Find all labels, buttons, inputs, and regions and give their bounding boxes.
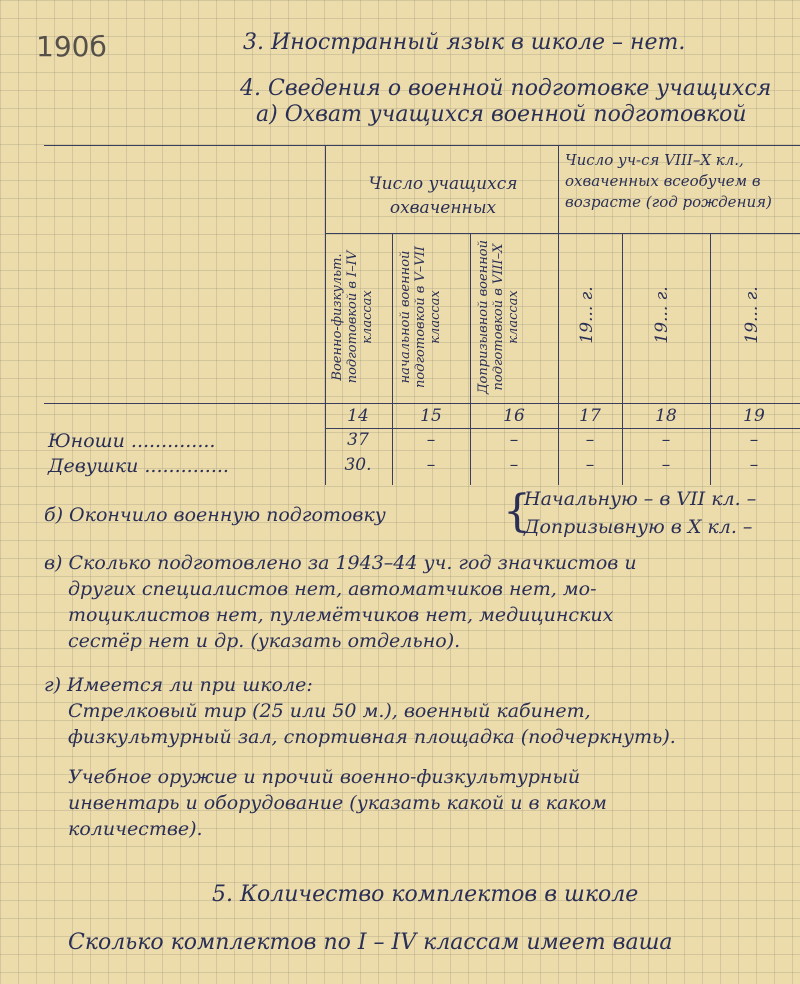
- table-cell: 30.: [344, 455, 372, 475]
- table-col-line: [470, 233, 471, 485]
- item-g-line: Учебное оружие и прочий военно-физкультурный: [68, 766, 581, 788]
- table-col-line: [558, 145, 559, 485]
- col-label-15: начальной военной подготовкой в V–VII классах: [398, 246, 443, 388]
- section-3-foreign-language: 3. Иностранный язык в школе – нет.: [243, 30, 686, 55]
- table-cell: –: [509, 455, 519, 475]
- table-col-line: [325, 145, 326, 485]
- col-number-16: 16: [503, 406, 525, 426]
- page-number: 190б: [36, 30, 107, 63]
- item-b-preconscription: Допризывную в X кл. –: [524, 516, 753, 538]
- table-cell: –: [509, 430, 519, 450]
- brace-glyph: {: [503, 486, 531, 537]
- table-subheader-rule: [325, 233, 800, 234]
- section-5-line: Сколько комплектов по I – IV классам имеет ваша: [68, 930, 673, 955]
- item-v-line: других специалистов нет, автоматчиков нет, мо-: [68, 578, 597, 600]
- item-g-line: г) Имеется ли при школе:: [44, 674, 313, 696]
- section-4-title: 4. Сведения о военной подготовке учащихся: [240, 76, 772, 101]
- col-number-15: 15: [420, 406, 442, 426]
- col-number-17: 17: [579, 406, 601, 426]
- table-cell: –: [749, 430, 759, 450]
- col-number-19: 19: [743, 406, 765, 426]
- table-col-line: [392, 233, 393, 485]
- table-cell: –: [426, 455, 436, 475]
- item-b-label: б) Окончило военную подготовку: [44, 504, 386, 526]
- table-cell: 37: [347, 430, 369, 450]
- section-4-subtitle: а) Охват учащихся военной подготовкой: [256, 102, 747, 127]
- item-g-line: Стрелковый тир (25 или 50 м.), военный кабинет,: [68, 700, 591, 722]
- item-g-line: инвентарь и оборудование (указать какой и в каком: [68, 792, 607, 814]
- col-number-14: 14: [347, 406, 369, 426]
- row-label-boys: Юноши ..............: [48, 430, 216, 452]
- col-label-14: Военно-физкульт. подготовкой в I–IV классах: [330, 250, 375, 384]
- item-g-line: физкультурный зал, спортивная площадка (подчеркнуть).: [68, 726, 676, 748]
- table-number-rule: [325, 428, 800, 429]
- table-header-rule: [44, 403, 800, 404]
- table-top-rule: [44, 145, 800, 146]
- col-number-18: 18: [655, 406, 677, 426]
- col-label-18: 19... г.: [652, 286, 672, 344]
- col-label-19: 19... г.: [742, 286, 762, 344]
- table-cell: –: [585, 430, 595, 450]
- group-header-vseobuch: Число уч-ся VIII–X кл., охваченных всеобучем в возрасте (год рождения): [565, 151, 772, 211]
- col-label-17: 19... г.: [577, 286, 597, 344]
- item-v-line: сестёр нет и др. (указать отдельно).: [68, 630, 461, 652]
- group-header-covered: Число учащихся охваченных: [368, 174, 518, 218]
- section-5-title: 5. Количество комплектов в школе: [212, 882, 639, 907]
- item-v-line: тоциклистов нет, пулемётчиков нет, медицинских: [68, 604, 614, 626]
- table-cell: –: [426, 430, 436, 450]
- item-v-line: в) Сколько подготовлено за 1943–44 уч. год значкистов и: [44, 552, 637, 574]
- table-cell: –: [661, 430, 671, 450]
- row-label-girls: Девушки ..............: [48, 455, 229, 477]
- table-cell: –: [661, 455, 671, 475]
- table-cell: –: [585, 455, 595, 475]
- table-cell: –: [749, 455, 759, 475]
- col-label-16: Допризывной военной подготовкой в VIII–X классах: [476, 240, 521, 395]
- item-b-primary: Начальную – в VII кл. –: [524, 488, 757, 510]
- item-g-line: количестве).: [68, 818, 203, 840]
- table-col-line: [710, 233, 711, 485]
- table-col-line: [622, 233, 623, 485]
